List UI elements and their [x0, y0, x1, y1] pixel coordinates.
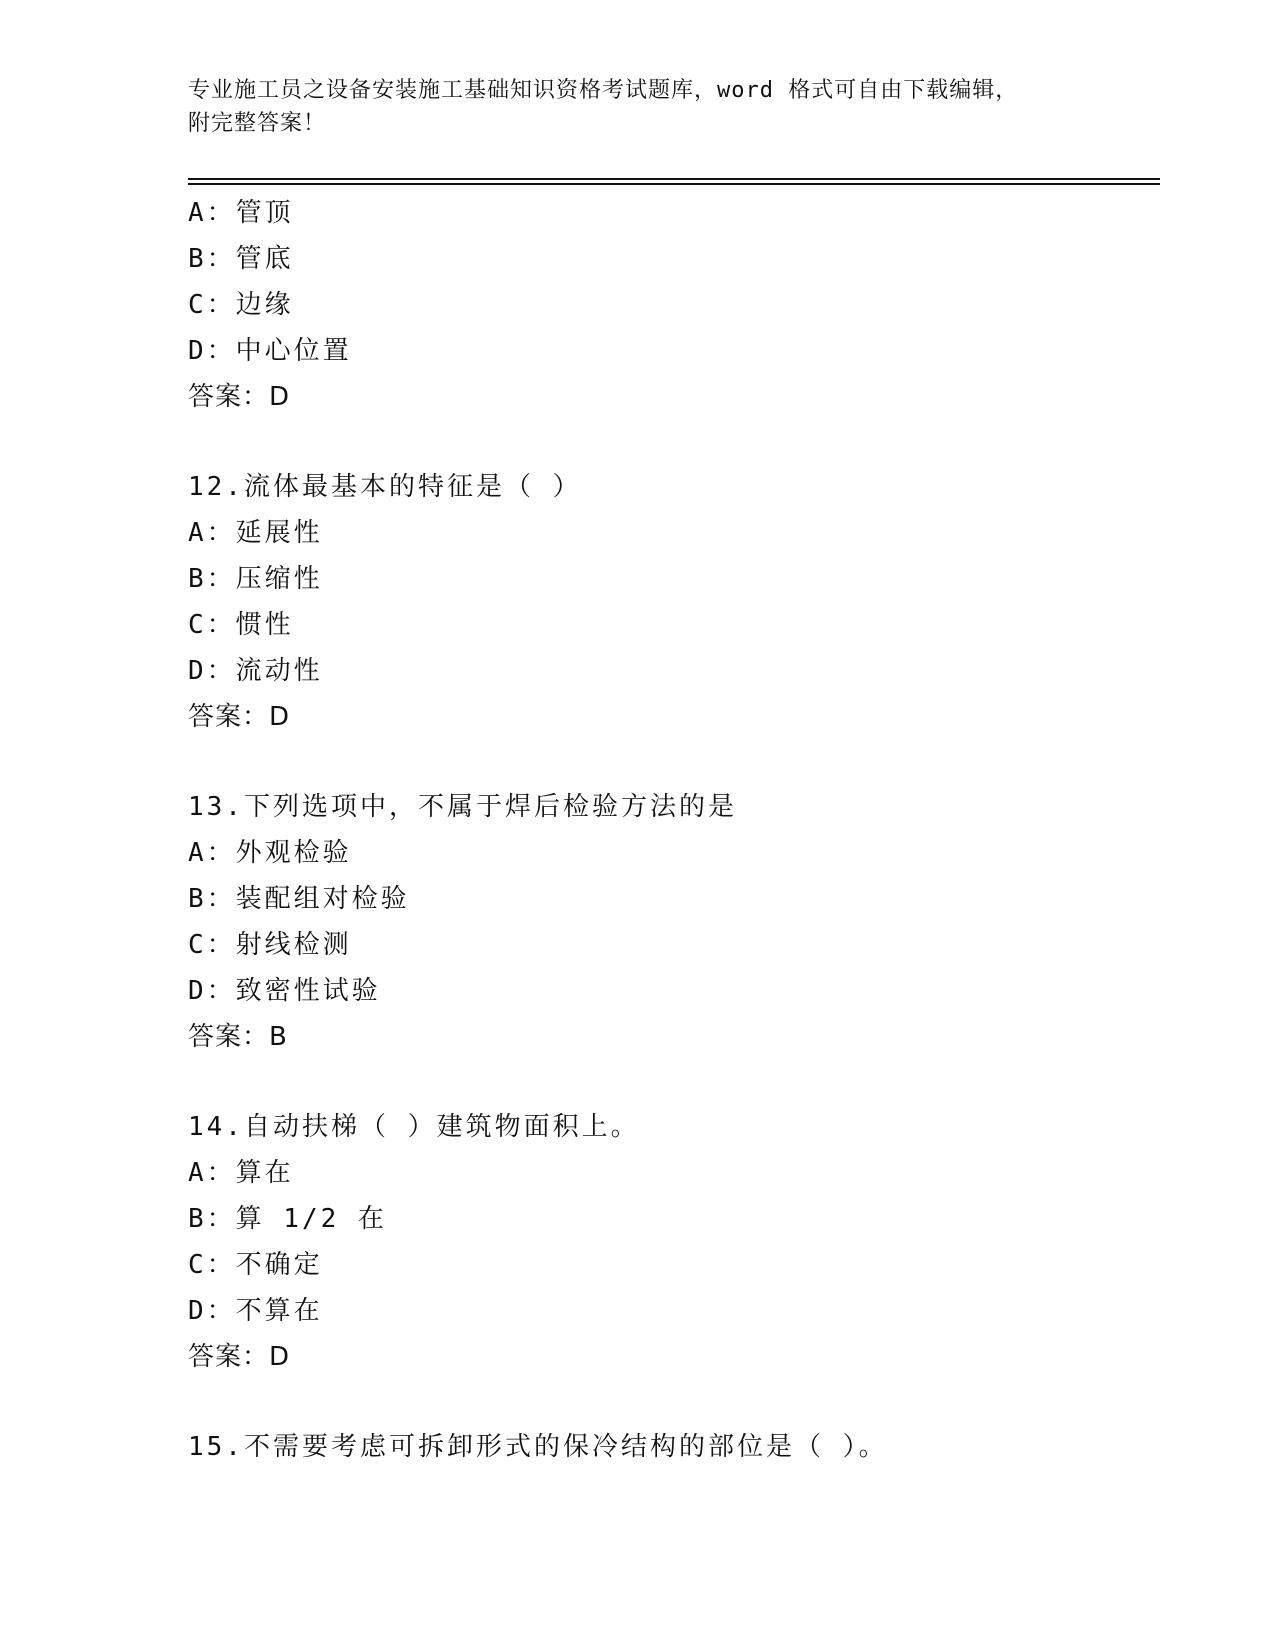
option-a: A：算在 — [188, 1158, 294, 1188]
answer: 答案：D — [188, 702, 291, 732]
option-c: C：射线检测 — [188, 930, 352, 960]
option-b: B：算 1/2 在 — [188, 1204, 387, 1234]
option-d: D：致密性试验 — [188, 976, 381, 1006]
answer: 答案：B — [188, 1022, 288, 1052]
answer: 答案：D — [188, 382, 291, 412]
option-d: D：流动性 — [188, 656, 323, 686]
question-12 — [188, 464, 1158, 740]
document-header — [188, 74, 1088, 140]
option-a: A：管顶 — [188, 198, 294, 228]
option-b: B：管底 — [188, 244, 294, 274]
option-b: B：装配组对检验 — [188, 884, 410, 914]
option-c: C：边缘 — [188, 290, 294, 320]
option-a: A：延展性 — [188, 518, 323, 548]
question-13 — [188, 784, 1158, 1060]
question-text: 15.不需要考虑可拆卸形式的保冷结构的部位是（ ）。 — [188, 1432, 888, 1462]
header-line-1: 专业施工员之设备安装施工基础知识资格考试题库，word 格式可自由下载编辑， — [188, 78, 1019, 103]
option-b: B：压缩性 — [188, 564, 323, 594]
question-15 — [188, 1424, 1158, 1470]
option-c: C：不确定 — [188, 1250, 323, 1280]
header-divider-top — [188, 178, 1160, 180]
option-d: D：中心位置 — [188, 336, 352, 366]
question-text: 14.自动扶梯（ ）建筑物面积上。 — [188, 1112, 640, 1142]
question-11 — [188, 190, 1158, 420]
question-text: 13.下列选项中，不属于焊后检验方法的是 — [188, 792, 737, 822]
question-text: 12.流体最基本的特征是（ ） — [188, 472, 582, 502]
header-divider-bottom — [188, 183, 1160, 185]
option-a: A：外观检验 — [188, 838, 352, 868]
option-c: C：惯性 — [188, 610, 294, 640]
question-list — [188, 190, 1158, 1470]
answer: 答案：D — [188, 1342, 291, 1372]
header-line-2: 附完整答案！ — [188, 111, 327, 136]
question-14 — [188, 1104, 1158, 1380]
option-d: D：不算在 — [188, 1296, 323, 1326]
